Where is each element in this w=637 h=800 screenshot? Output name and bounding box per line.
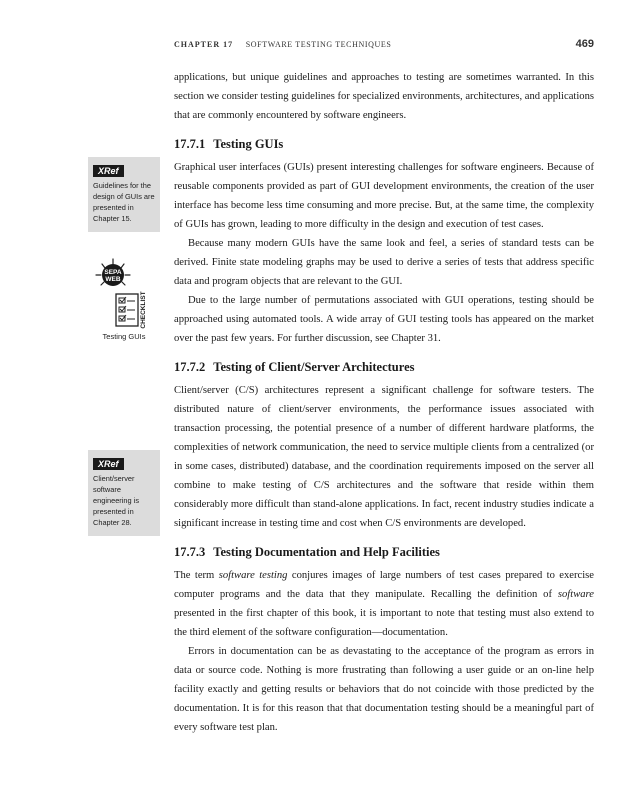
xref-box (88, 157, 160, 232)
section-heading-17-7-1 (174, 136, 594, 152)
intro-paragraph: applications, but unique guidelines and approaches to testing are sometimes warranted. In this section we consider testing guidelines for specialized environments, architectures, and applications that are commonly encountered by software engineers. (174, 72, 594, 121)
section-number: 17.7.3 (174, 545, 206, 559)
xref-text: Guidelines for the design of GUIs are presented in Chapter 15. (93, 181, 155, 223)
xref-margin-note-gui (88, 157, 160, 232)
sepa-web-checklist-icon (93, 256, 155, 330)
section-number: 17.7.1 (174, 137, 206, 151)
running-header (174, 40, 594, 56)
svg-text:CHECKLIST: CHECKLIST (140, 291, 147, 329)
text-run: The term (174, 570, 219, 581)
emphasis-software-testing: software testing (218, 570, 288, 581)
xref-tag: XRef (93, 458, 124, 470)
text-run: conjures images of large numbers of test cases prepared to exercise computer programs and the data that they manipulate. Recalling the definition of (174, 570, 594, 600)
body-paragraph: Client/server (C/S) architectures represent a significant challenge for software testers. The distributed nature of client/server environments, the performance issues associated with transaction processing, the potential presence of a number of different hardware platforms, the complexities of network communication, the need to service multiple clients from a centralized (or in some cases, distributed) database, and the coordination requirements imposed on the server all combine to make testing of C/S architectures and the software that reside within them considerably more difficult than stand-alone applications. In fact, recent industry studies indicate a significant increase in testing time and cost when C/S environments are developed. (174, 385, 594, 529)
body-paragraph (174, 566, 594, 642)
svg-text:WEB: WEB (105, 276, 121, 283)
body-paragraph: Errors in documentation can be as devastating to the acceptance of the program as errors in data or source code. Nothing is more frustrating than following a user guide or an on-line help facility exactly and getting results or behaviors that do not coincide with those predicted by the documentation. It is for this reason that that documentation testing should be a meaningful part of every software test plan. (174, 646, 594, 733)
section-title: Testing Documentation and Help Facilities (213, 545, 440, 559)
chapter-label: CHAPTER 17 (174, 40, 234, 49)
xref-tag: XRef (93, 165, 124, 177)
svg-text:SEPA: SEPA (104, 269, 122, 276)
section-number: 17.7.2 (174, 360, 206, 374)
section-heading-17-7-2 (174, 359, 594, 375)
page-number: 469 (575, 38, 594, 50)
web-ref-caption: Testing GUIs (102, 332, 146, 341)
section-title: Testing GUIs (213, 137, 284, 151)
emphasis-software: software (557, 589, 594, 600)
section-title: Testing of Client/Server Architectures (213, 360, 415, 374)
main-text-column (174, 68, 594, 737)
text-run: presented in the first chapter of this book, it is important to note that testing must also extend to the third element of the software configuration—documentation. (174, 608, 594, 638)
web-ref-checklist (88, 256, 160, 346)
section-heading-17-7-3 (174, 544, 594, 560)
body-paragraph: Because many modern GUIs have the same look and feel, a series of standard tests can be derived. Finite state modeling graphs may be used to derive a series of tests that address specific data and program objects that are relevant to the GUI. (174, 238, 594, 287)
body-paragraph: Graphical user interfaces (GUIs) present interesting challenges for software engineers. Because of reusable components provided as part of GUI development environments, the creation of the user interface has become less time consuming and more precise. But, at the same time, the complexity of GUIs has grown, leading to more difficulty in the design and execution of test cases. (174, 162, 594, 230)
xref-box (88, 450, 160, 536)
xref-margin-note-client-server (88, 450, 160, 536)
xref-text: Client/server software engineering is presented in Chapter 28. (93, 474, 140, 527)
body-paragraph: Due to the large number of permutations associated with GUI operations, testing should be approached using automated tools. A wide array of GUI testing tools has appeared on the market over the past few years. For further discussion, see Chapter 31. (174, 295, 594, 344)
chapter-title: SOFTWARE TESTING TECHNIQUES (245, 40, 392, 49)
